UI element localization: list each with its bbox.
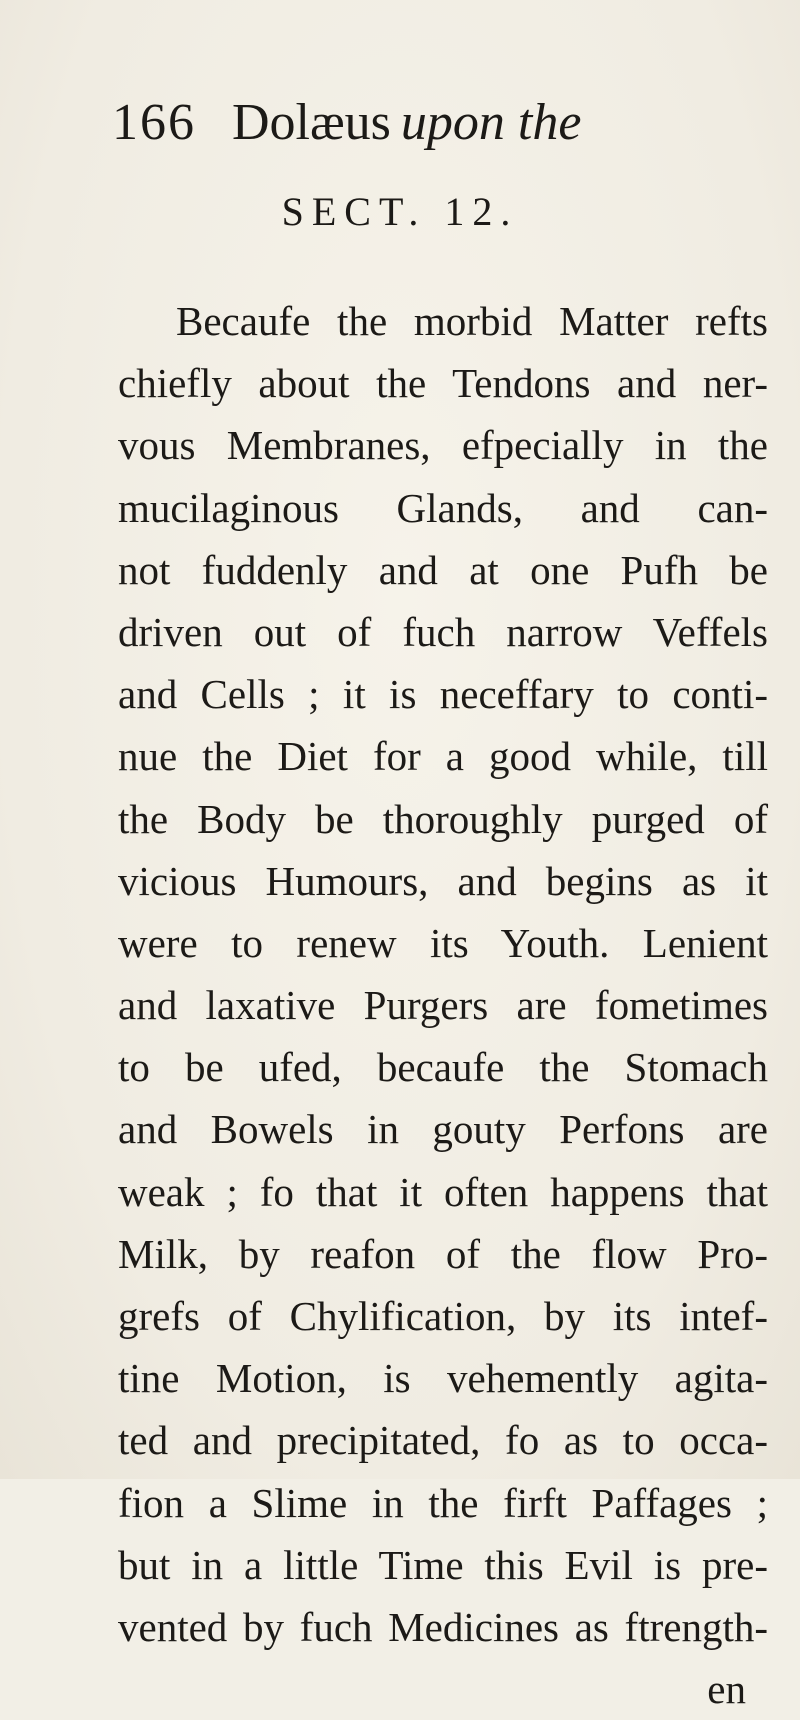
text-line: driven out of fuch narrow Veffels <box>118 608 768 655</box>
text-line: chiefly about the Tendons and ner- <box>118 360 768 407</box>
text-line: vicious Humours, and begins as it <box>118 857 768 904</box>
text-line: Milk, by reafon of the flow Pro- <box>118 1230 768 1277</box>
running-head <box>112 88 712 158</box>
text-line: nue the Diet for a good while, till <box>118 733 768 780</box>
page-number: 166 <box>112 94 196 151</box>
text-line: and laxative Purgers are fometimes <box>118 982 768 1029</box>
text-line: ted and precipitated, fo as to occa- <box>118 1417 768 1464</box>
text-line: grefs of Chylification, by its intef- <box>118 1293 768 1339</box>
text-line: to be ufed, becaufe the Stomach <box>118 1044 768 1091</box>
text-line: but in a little Time this Evil is pre- <box>118 1541 768 1588</box>
running-head-subtitle: upon the <box>400 94 582 151</box>
text-line: fion a Slime in the firft Paffages ; <box>118 1479 768 1526</box>
running-head-author: Dolæus <box>232 94 391 151</box>
body-text <box>118 290 768 1720</box>
text-line: vous Membranes, efpecially in the <box>118 422 768 469</box>
text-line: vented by fuch Medicines as ftrength- <box>118 1603 768 1650</box>
text-line: tine Motion, is vehemently agita- <box>118 1355 768 1402</box>
catchword: en <box>707 1666 746 1713</box>
text-line: mucilaginous Glands, and can- <box>118 484 768 531</box>
text-line: and Bowels in gouty Perfons are <box>118 1106 768 1153</box>
section-heading: SECT. 12. <box>281 189 519 234</box>
text-line: were to renew its Youth. Lenient <box>118 919 768 966</box>
text-line: not fuddenly and at one Pufh be <box>118 546 768 593</box>
text-line: Becaufe the morbid Matter refts <box>176 298 768 344</box>
text-line: the Body be thoroughly purged of <box>118 795 768 842</box>
text-line: weak ; fo that it often happens that <box>118 1168 768 1215</box>
text-line: and Cells ; it is neceffary to conti- <box>118 671 768 718</box>
